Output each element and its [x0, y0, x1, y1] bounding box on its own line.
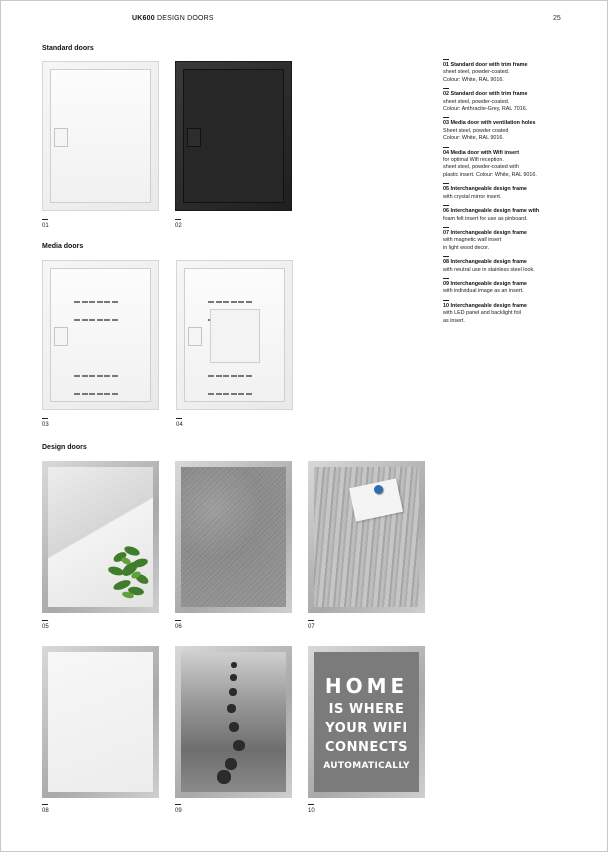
description-05: 05 Interchangeable design frame with crystal mirror insert.: [443, 183, 573, 201]
door-10-led-frame: [308, 646, 425, 798]
slogan-line-3: YOUR WIFI: [325, 721, 408, 736]
groyne-post: [229, 722, 239, 732]
door-03-media-vents: [42, 260, 159, 410]
door-01-standard-white: [42, 61, 159, 211]
image-insert-groynes: [181, 652, 286, 792]
description-03: 03 Media door with ventilation holes Sheet steel, powder coated Colour: White, RAL 9016.: [443, 117, 573, 142]
item-number-01: 01: [42, 219, 49, 229]
ventilation-holes-bottom: [208, 366, 260, 376]
door-handle-icon: [54, 327, 68, 346]
mirror-insert: [48, 467, 153, 607]
magnet-pin-icon: [374, 485, 383, 494]
item-number-03: 03: [42, 418, 49, 428]
groyne-post: [231, 662, 237, 668]
groyne-post: [229, 688, 237, 696]
door-handle-icon: [188, 327, 202, 346]
description-title: 09 Interchangeable design frame: [443, 280, 527, 287]
item-number-02: 02: [175, 219, 182, 229]
item-number-05: 05: [42, 620, 49, 630]
wifi-insert: [210, 309, 260, 363]
item-number-10: 10: [308, 804, 315, 814]
door-04-media-wifi: [176, 260, 293, 410]
item-number-08: 08: [42, 804, 49, 814]
description-title: 04 Media door with Wifi insert: [443, 149, 520, 156]
door-07-wood-frame: [308, 461, 425, 613]
description-06: 06 Interchangeable design frame with foam felt insert for use as pinboard.: [443, 205, 573, 223]
description-title: 10 Interchangeable design frame: [443, 302, 527, 309]
description-title: 01 Standard door with trim frame: [443, 62, 528, 68]
door-06-felt-frame: [175, 461, 292, 613]
description-title: 06 Interchangeable design frame with: [443, 208, 540, 215]
led-slogan-insert: [314, 652, 419, 792]
description-09: 09 Interchangeable design frame with individual image as an insert.: [443, 278, 573, 296]
groyne-post: [233, 740, 245, 751]
door-02-standard-anthracite: [175, 61, 292, 211]
page-number: 25: [553, 15, 561, 22]
page-header: [132, 15, 214, 22]
plant-icon: [106, 539, 150, 603]
description-title: 03 Media door with ventilation holes: [443, 120, 536, 127]
door-handle-icon: [187, 128, 201, 147]
section-design-doors: Design doors: [42, 444, 87, 451]
slogan-line-2: IS WHERE: [328, 702, 405, 717]
section-standard-doors: Standard doors: [42, 45, 94, 52]
description-04: 04 Media door with Wifi insert for optimal Wifi reception. sheet steel, powder-coated with plastic insert. Colour: White, RAL 9016.: [443, 147, 573, 180]
item-number-04: 04: [176, 418, 183, 428]
door-09-image-frame: [175, 646, 292, 798]
description-title: 07 Interchangeable design frame: [443, 229, 527, 236]
description-01: 01 Standard door with trim frame sheet steel, powder-coated. Colour: White, RAL 9016.: [443, 59, 573, 84]
description-08: 08 Interchangeable design frame with neutral use in stainless steel look.: [443, 256, 573, 274]
product-descriptions: [443, 59, 573, 329]
item-number-06: 06: [175, 620, 182, 630]
item-number-09: 09: [175, 804, 182, 814]
header-title: DESIGN DOORS: [156, 15, 214, 22]
description-10: 10 Interchangeable design frame with LED panel and backlight foil as insert.: [443, 300, 573, 325]
description-07: 07 Interchangeable design frame with magnetic wall insert in light wood decor.: [443, 227, 573, 252]
description-title: 05 Interchangeable design frame: [443, 186, 527, 193]
slogan-line-1: HOME: [324, 674, 409, 698]
description-02: 02 Standard door with trim frame sheet steel, powder-coated. Colour: Anthracite-Grey, RAL 7016.: [443, 88, 573, 113]
door-handle-icon: [54, 128, 68, 147]
header-product: UK600: [132, 15, 155, 22]
felt-insert: [181, 467, 286, 607]
description-title: 02 Standard door with trim frame: [443, 91, 528, 98]
groyne-post: [230, 674, 237, 681]
slogan-line-4: CONNECTS: [324, 740, 408, 755]
slogan-line-5: AUTOMATICALLY: [323, 761, 410, 771]
description-title: 08 Interchangeable design frame: [443, 259, 527, 266]
ventilation-holes-top: [74, 292, 126, 302]
wood-insert: [314, 467, 419, 607]
groyne-post: [217, 770, 231, 784]
groyne-post: [225, 758, 237, 770]
stainless-insert: [48, 652, 153, 792]
groyne-post: [227, 704, 236, 713]
ventilation-holes-top: [208, 292, 260, 302]
door-05-mirror-frame: [42, 461, 159, 613]
section-media-doors: Media doors: [42, 243, 84, 250]
ventilation-holes-bottom: [74, 366, 126, 376]
item-number-07: 07: [308, 620, 315, 630]
door-08-stainless-frame: [42, 646, 159, 798]
